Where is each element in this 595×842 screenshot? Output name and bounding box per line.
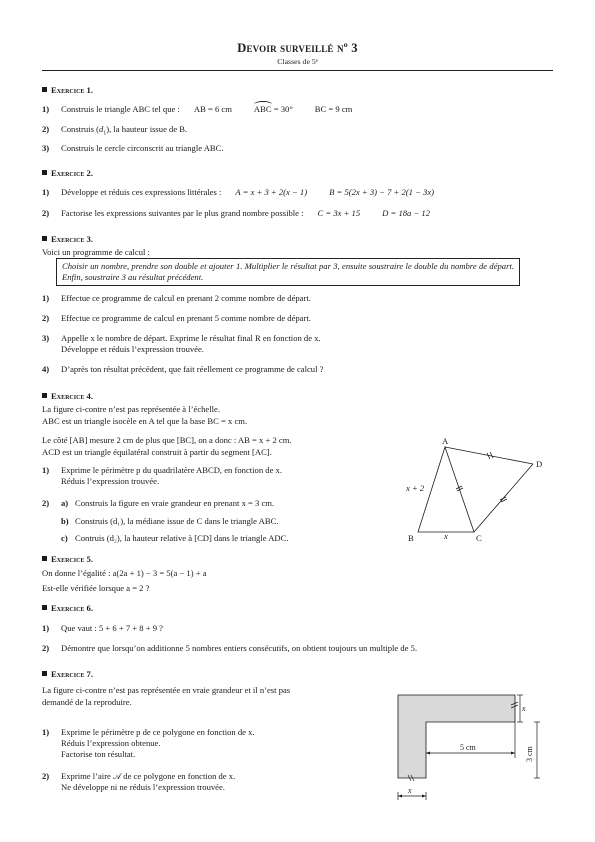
angle-notation: ABC <box>253 104 272 114</box>
polygon-figure <box>390 690 550 802</box>
label-vertex-c: C <box>476 533 482 543</box>
exercise-heading: Exercice 4. <box>42 391 93 402</box>
label-vertex-a: A <box>442 436 449 446</box>
page-subtitle: Classes de 5ᵉ <box>277 57 318 66</box>
exercise-heading: Exercice 3. <box>42 234 93 245</box>
label-x-right: x <box>522 704 526 713</box>
exercise-heading: Exercice 7. <box>42 669 93 680</box>
page-title: Devoir surveillé nº 3 <box>237 41 358 55</box>
bullet-square-icon <box>42 605 47 610</box>
label-vertex-d: D <box>536 459 543 469</box>
exam-page: Devoir surveillé nº 3 Classes de 5ᵉ Exercice 1. 1) Construis le triangle ABC tel que : AB = 6 cm ABC = 30° BC = 9 cm 2) Construis $(d_1)$, la hauteur issue de B. 3) Construis le cercle circonscrit au triangle ABC. Exercice 2. 1) Développe et réduis ces expressions littérales : A = x + 3 + 2(x − 1) B = 5(2x + 3) − 7 + 2(1 − 3x) 2) Factorise les expressions suivantes par le plus grand nombre possible : C = 3x + 15 D = 18a − 12 Exercice 3. Voici un programme de calcul : Choisir un nombre, prendre son double et ajouter 1. Multiplier le résultat par 3, ensuite soustraire le double du nombre de départ. Enfin, soustraire 3 au résultat précédent. 1) Effectue ce programme de calcul en prenant 2 comme nombre de départ. 2) Effectue ce programme de calcul en prenant 5 comme nombre de départ. 3) Appelle x le nombre de départ. Exprime le résultat final R en fonction de x. Développe et réduis l’expression trouvée. 4) D’après ton résultat précédent, que fait réellement ce programme de calcul ? Exercice 4. La figure ci-contre n’est pas représentée à l’échelle. ABC est un triangle isocèle en A tel que la base BC = x cm. Le côté [AB] mesure 2 cm de plus que [BC], on a donc : AB = x + 2 cm. ACD est un triangle équilatéral construit à partir du segment [AC]. 1) Exprime le périmètre p du quadrilatère ABCD, en fonction de x. Réduis l’expression trouvée. 2) a) Construis la figure en vraie grandeur en prenant x = 3 cm. b) Construis (d₁), la médiane issue de C dans le triangle ABC. c) Contruis (d₂), la hauteur relative à [CD] dans le triangle ADC. A B C D x + 2 x Exercice 5. On donne l’égalité : a(2a + 1) − 3 = 5(a − 1) + a Est-elle vérifiée lorsque a = 2 ? Exercice 6. 1) Que vaut : 5 + 6 + 7 + 8 + 9 ? 2) Démontre que lorsqu’on additionne 5 nombres entiers consécutifs, on obtient toujours un multiple de 5. Exercice 7. La figure ci-contre n’est pas représentée en vraie grandeur et il n’est pas demandé de la reproduire. 1) Exprime le périmètre p de ce polygone en fonction de x. Réduis l’expression obtenue. Factorise ton résultat. 2) Exprime l’aire 𝒜 de ce polygone en fonction de x. Ne développe ni ne réduis l’expression trouvée. x x 5 cm 3 cm <box>0 0 595 842</box>
triangle-abc <box>418 447 474 532</box>
header-rule <box>42 70 553 71</box>
bullet-square-icon <box>42 393 47 398</box>
bullet-square-icon <box>42 170 47 175</box>
exercise-heading: Exercice 6. <box>42 603 93 614</box>
tick-marks <box>456 452 507 502</box>
exercise-heading: Exercice 5. <box>42 554 93 565</box>
exercise-heading: Exercice 2. <box>42 168 93 179</box>
label-3cm: 3 cm <box>525 746 534 762</box>
l-shaped-polygon <box>398 695 515 778</box>
label-5cm: 5 cm <box>460 743 476 752</box>
segment-ad <box>445 447 533 464</box>
bullet-square-icon <box>42 671 47 676</box>
exercise-intro: Voici un programme de calcul : <box>42 247 150 257</box>
label-side-ab: x + 2 <box>406 483 425 493</box>
exercise-heading: Exercice 1. <box>42 85 93 96</box>
bullet-square-icon <box>42 236 47 241</box>
label-vertex-b: B <box>408 533 414 543</box>
bullet-square-icon <box>42 87 47 92</box>
quadrilateral-figure <box>404 434 544 544</box>
label-side-bc: x <box>444 531 448 541</box>
bullet-square-icon <box>42 556 47 561</box>
program-box: Choisir un nombre, prendre son double et ajouter 1. Multiplier le résultat par 3, ensuite soustraire le double du nombre de départ. Enfin, soustraire 3 au résultat précédent. <box>56 258 520 286</box>
label-x-bottom: x <box>408 786 412 795</box>
